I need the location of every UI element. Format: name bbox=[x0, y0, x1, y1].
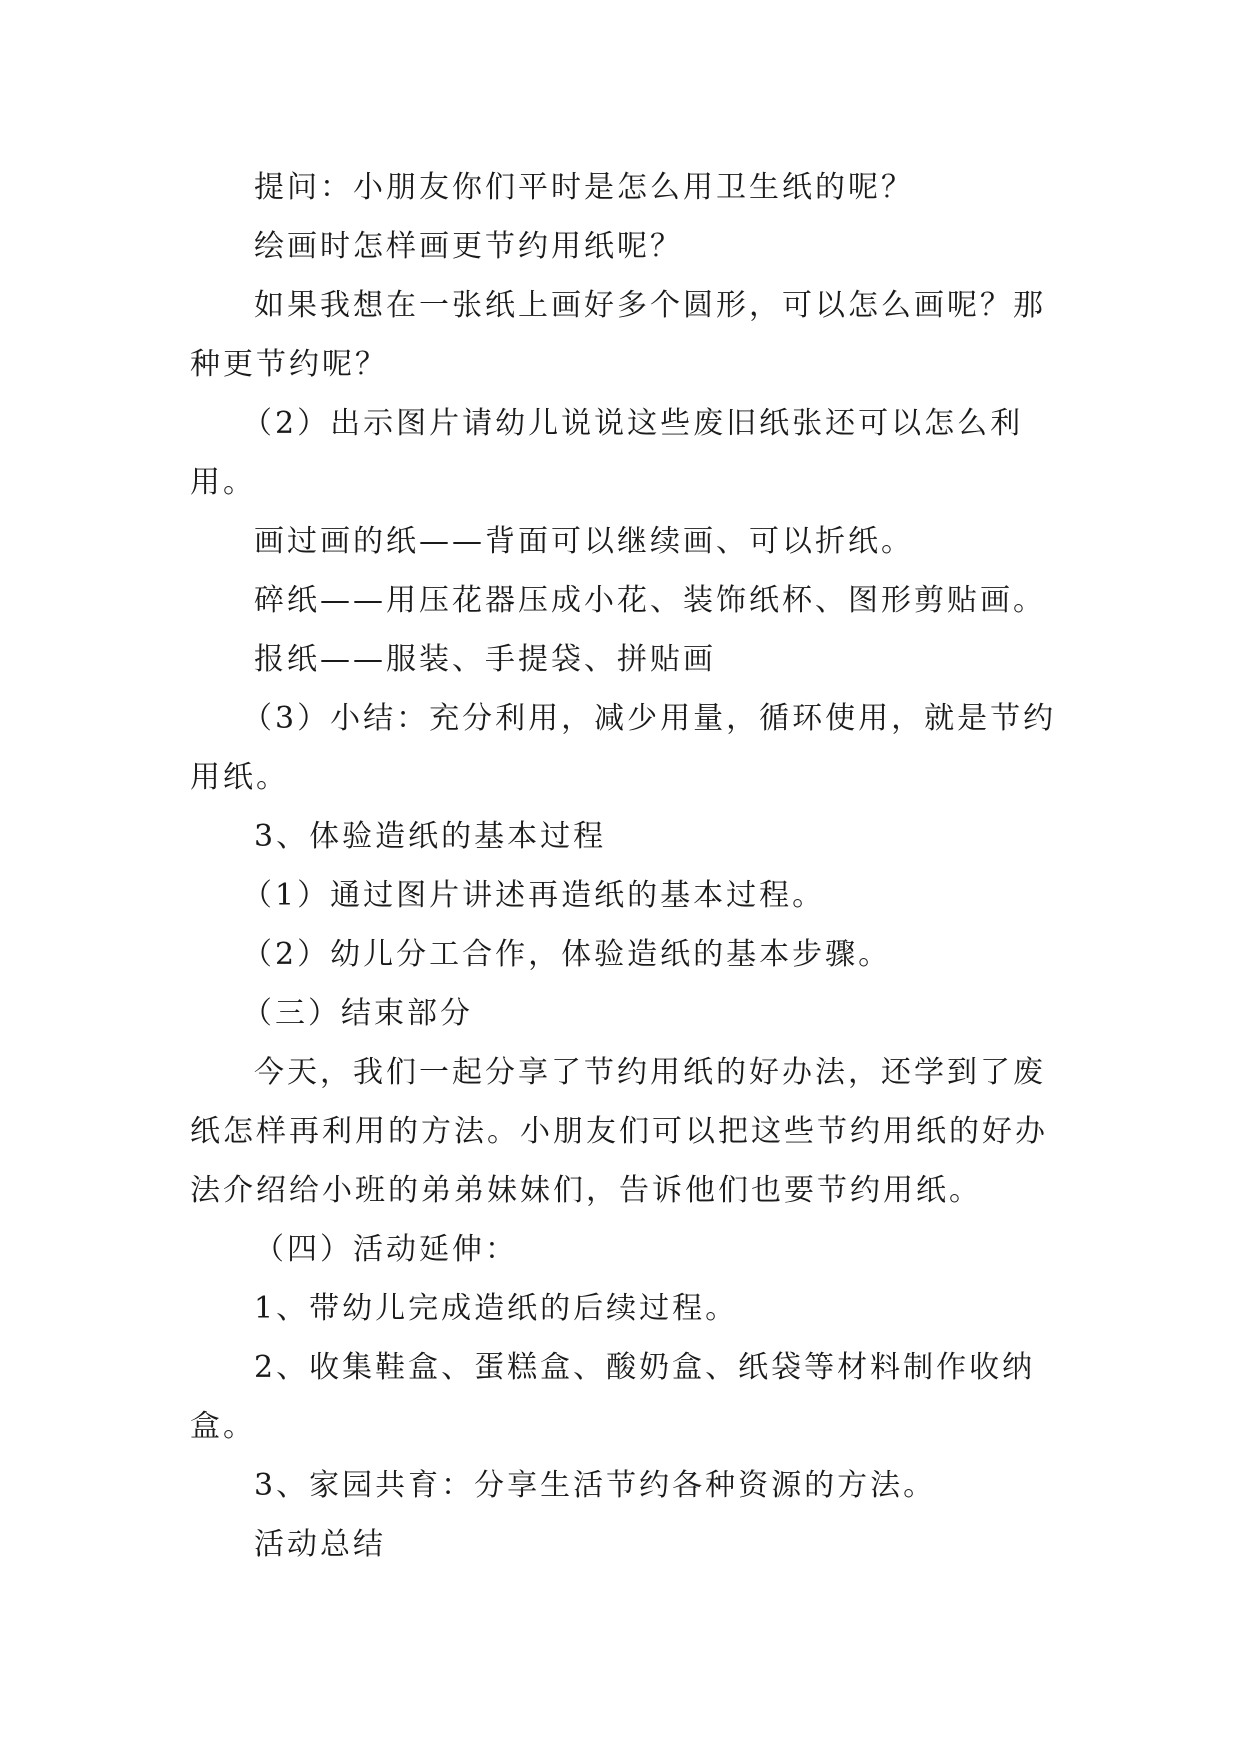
paragraph: （1）通过图片讲述再造纸的基本过程。 bbox=[242, 878, 826, 913]
paragraph: （2）幼儿分工合作，体验造纸的基本步骤。 bbox=[242, 937, 892, 972]
paragraph: （3）小结：充分利用，减少用量，循环使用，就是节约用纸。 bbox=[190, 701, 1057, 795]
paragraph: （2）出示图片请幼儿说说这些废旧纸张还可以怎么利用。 bbox=[190, 406, 1024, 500]
document-body bbox=[190, 158, 1060, 1574]
paragraph: 3、体验造纸的基本过程 bbox=[254, 819, 607, 854]
section-heading: （四）活动延伸： bbox=[254, 1232, 518, 1267]
paragraph: 提问：小朋友你们平时是怎么用卫生纸的呢？ bbox=[254, 170, 914, 205]
section-heading: 活动总结 bbox=[254, 1527, 386, 1562]
paragraph: 碎纸——用压花器压成小花、装饰纸杯、图形剪贴画。 bbox=[254, 583, 1046, 618]
paragraph: 2、收集鞋盒、蛋糕盒、酸奶盒、纸袋等材料制作收纳盒。 bbox=[190, 1350, 1036, 1444]
paragraph: 如果我想在一张纸上画好多个圆形，可以怎么画呢？那种更节约呢？ bbox=[190, 288, 1046, 382]
paragraph: 1、带幼儿完成造纸的后续过程。 bbox=[254, 1291, 739, 1326]
section-heading: （三）结束部分 bbox=[242, 996, 473, 1031]
paragraph: 今天，我们一起分享了节约用纸的好办法，还学到了废纸怎样再利用的方法。小朋友们可以把这些节约用纸的好办法介绍给小班的弟弟妹妹们，告诉他们也要节约用纸。 bbox=[190, 1055, 1048, 1208]
paragraph: 绘画时怎样画更节约用纸呢？ bbox=[254, 229, 683, 264]
paragraph: 报纸——服装、手提袋、拼贴画 bbox=[254, 642, 716, 677]
paragraph: 画过画的纸——背面可以继续画、可以折纸。 bbox=[254, 524, 914, 559]
paragraph: 3、家园共育：分享生活节约各种资源的方法。 bbox=[254, 1468, 937, 1503]
